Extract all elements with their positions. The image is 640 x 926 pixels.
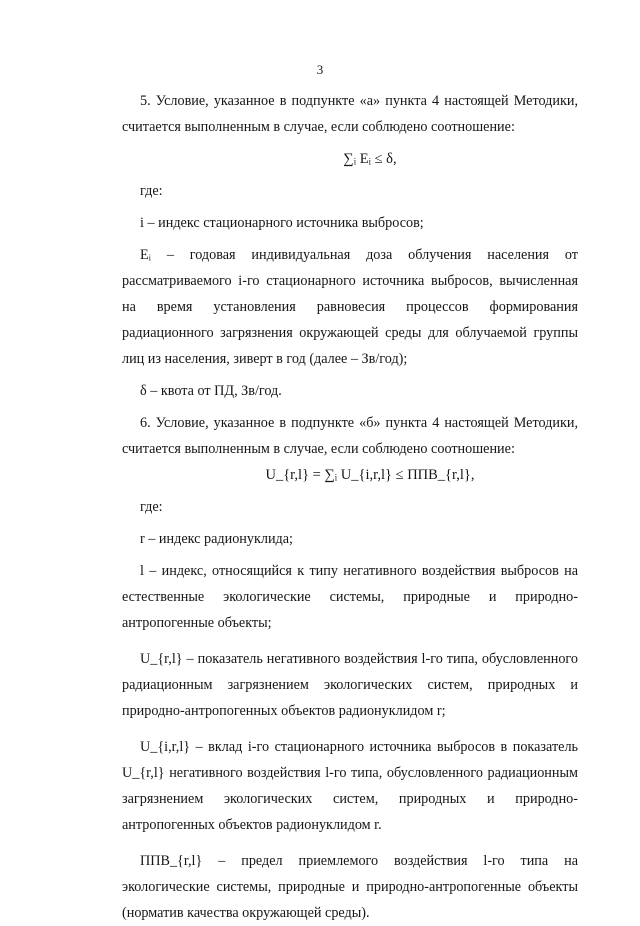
definition-U: U_{r,l} – показатель негативного воздействия l-го типа, обусловленного радиационным загрязнением экологических систем, природных и природно-антропогенных объектов радионуклидом r;	[122, 651, 578, 719]
page-number: 3	[316, 62, 324, 77]
definition-delta: δ – квота от ПД, Зв/год.	[140, 383, 282, 399]
section-6-intro: 6. Условие, указанное в подпункте «б» пункта 4 настоящей Методики, считается выполненным в случае, если соблюдено соотношение:	[122, 415, 578, 457]
formula-impact-text: U_{r,l} = ∑ᵢ U_{i,r,l} ≤ ППВ_{r,l},	[265, 467, 475, 483]
where-label-1: где:	[140, 183, 163, 199]
section-5-intro: 5. Условие, указанное в подпункте «а» пункта 4 настоящей Методики, считается выполненным в случае, если соблюдено соотношение:	[122, 93, 578, 135]
definition-r: r – индекс радионуклида;	[140, 531, 294, 547]
definition-Uirl: U_{i,r,l} – вклад i-го стационарного источника выбросов в показатель U_{r,l} негативного воздействия l-го типа, обусловленного радиационным загрязнением экологических систем, природных и природно-антропогенных объектов радионуклидом r.	[122, 739, 578, 833]
definition-i: i – индекс стационарного источника выбросов;	[140, 215, 424, 231]
definition-E-lead: Eᵢ – годовая индивидуальная доза облучения населения от	[140, 247, 578, 263]
definition-E-rest: рассматриваемого i-го стационарного источника выбросов, вычисленная на время установления равновесия процессов формирования радиационного загрязнения окружающей среды для облучаемой группы лиц из населения, зиверт в год (далее – Зв/год);	[122, 273, 578, 367]
formula-impact	[122, 462, 578, 488]
where-label-2: где:	[140, 499, 163, 515]
definition-PPV: ППВ_{r,l} – предел приемлемого воздействия l-го типа на экологические системы, природные и природно-антропогенные объекты (норматив качества окружающей среды).	[122, 853, 578, 921]
definition-l: l – индекс, относящийся к типу негативного воздействия выбросов на естественные экологические системы, природные и природно-антропогенные объекты;	[122, 563, 578, 631]
document-body	[122, 88, 578, 926]
formula-dose-sum-text: ∑ᵢ Eᵢ ≤ δ,	[343, 151, 397, 167]
formula-dose-sum	[122, 146, 578, 172]
